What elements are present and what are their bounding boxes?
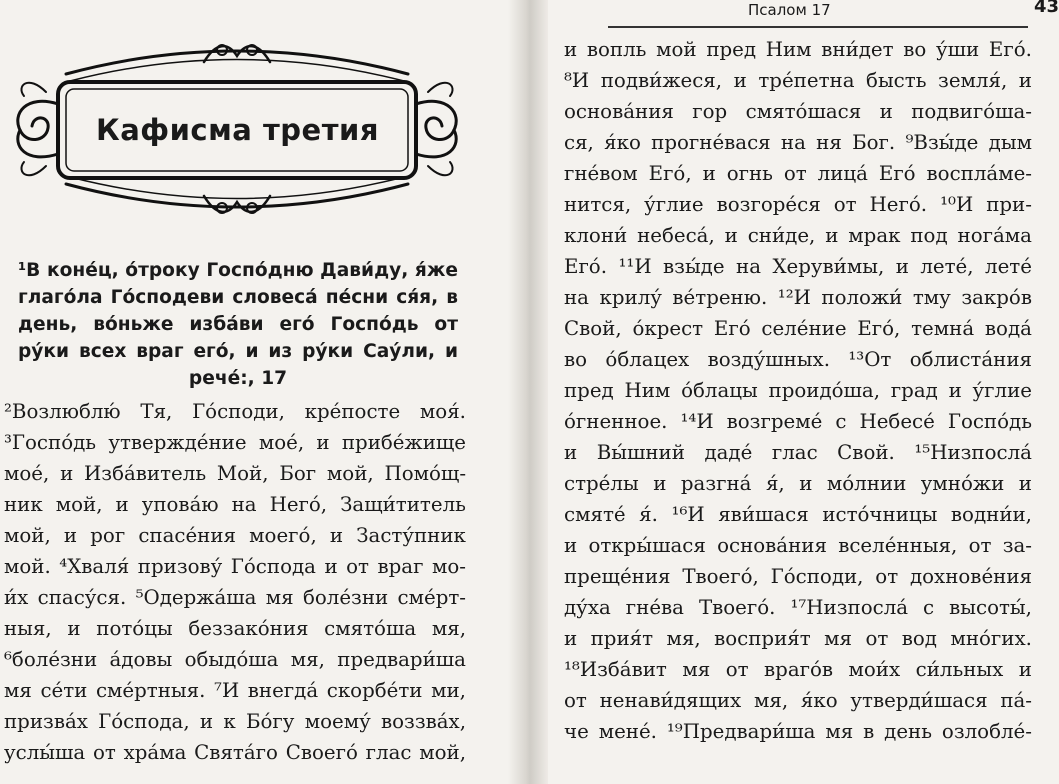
text-line: о́гненное. ¹⁴И возгреме́ с Небесе́ Госпо́дь xyxy=(564,410,1032,433)
text-line: клони́ небеса́, и сни́де, и мрак под нога́ма xyxy=(564,224,1032,247)
right-text-block xyxy=(564,34,1032,747)
text-line: нится, у́глие возгоре́ся от Него́. ¹⁰И при- xyxy=(564,193,1032,216)
text-line: смяте́ я́. ¹⁶И яви́шася исто́чницы водни́и, xyxy=(564,503,1032,526)
text-line: мой, и рог спасе́ния моего́, и Засту́пник xyxy=(4,524,466,547)
text-line: и откры́шася основа́ния вселе́нныя, от за- xyxy=(564,534,1032,557)
text-line: ¹⁸Изба́вит мя от враго́в мои́х си́льных и xyxy=(564,658,1032,681)
text-line: ⁶боле́зни а́довы обыдо́ша мя, предвари́ша xyxy=(4,648,466,671)
left-text-block xyxy=(4,396,466,768)
text-line: гне́вом Его́, и огнь от лица́ Его́ воспла́ме- xyxy=(564,162,1032,185)
text-line: пред Ним о́блацы проидо́ша, град и у́глие xyxy=(564,379,1032,402)
text-line: ся, я́ко прогне́вася на ня Бог. ⁹Взы́де дым xyxy=(564,131,1032,154)
text-line: стре́лы и разгна́ я́, и мо́лнии умно́жи и xyxy=(564,472,1032,495)
text-line: основа́ния гор смято́шася и подвиго́ша- xyxy=(564,100,1032,123)
text-line: и Вы́шний даде́ глас Свой. ¹⁵Низпосла́ xyxy=(564,441,1032,464)
running-title: Псалом 17 xyxy=(748,1,831,19)
text-line: на крилу́ ве́треню. ¹²И положи́ тму закро́в xyxy=(564,286,1032,309)
text-line: Его́. ¹¹И взы́де на Херуви́мы, и лете́, лете́ xyxy=(564,255,1032,278)
text-line: Свой, о́крест Его́ селе́ние Его́, темна́ вода́ xyxy=(564,317,1032,340)
text-line: услы́ша от хра́ма Свята́го Своего́ глас мой, xyxy=(4,741,466,764)
text-line: ду́ха гне́ва Твоего́. ¹⁷Низпосла́ с высоты́, xyxy=(564,596,1032,619)
text-line: мя се́ти сме́ртныя. ⁷И внегда́ скорбе́ти ми, xyxy=(4,679,466,702)
text-line: и вопль мой пред Ним вни́дет во у́ши Его́. xyxy=(564,38,1032,61)
text-line: от ненави́дящих мя, я́ко утверди́шася па́- xyxy=(564,689,1032,712)
text-line: призва́х Го́спода, и к Бо́гу моему́ воззва́х, xyxy=(4,710,466,733)
text-line: че мене́. ¹⁹Предвари́ша мя в день озлобле́- xyxy=(564,720,1032,743)
running-head xyxy=(608,0,1059,28)
text-line: преще́ния Твоего́, Го́споди, от дохнове́ния xyxy=(564,565,1032,588)
text-line: и́х спасу́ся. ⁵Одержа́ша мя боле́зни сме́рт- xyxy=(4,586,466,609)
kathisma-title: Кафисма третия xyxy=(96,113,379,147)
right-page xyxy=(548,0,1059,784)
text-line: ⁸И подви́жеся, и тре́петна бысть земля́, и xyxy=(564,69,1032,92)
text-line: и прия́т мя, восприя́т мя от вод мно́гих. xyxy=(564,627,1032,650)
text-line: ³Госпо́дь утвержде́ние мое́, и прибе́жище xyxy=(4,431,466,454)
text-line: ныя, и пото́цы беззако́ния смято́ша мя, xyxy=(4,617,466,640)
psalm-superscription: ¹В коне́ц, о́троку Госпо́дню Дави́ду, я́же глаго́ла Го́сподеви словеса́ пе́сни ся́я, в день, во́ньже изба́ви его́ Госпо́дь от ру́ки всех враг его́, и из ру́ки Сау́ли, и рече́:, 17 xyxy=(18,260,458,389)
text-line: ник мой, и упова́ю на Него́, Защи́титель xyxy=(4,493,466,516)
text-line: во о́блацех возду́шных. ¹³От облиста́ния xyxy=(564,348,1032,371)
text-line: мой. ⁴Хваля́ призову́ Го́спода и от враг мо- xyxy=(4,555,466,578)
text-line: мое́, и Изба́витель Мой, Бог мой, Помо́щ- xyxy=(4,462,466,485)
left-page xyxy=(0,0,515,784)
text-line: ²Возлюблю́ Тя, Го́споди, кре́посте моя́. xyxy=(4,400,466,423)
page-number: 43 xyxy=(1034,0,1059,17)
